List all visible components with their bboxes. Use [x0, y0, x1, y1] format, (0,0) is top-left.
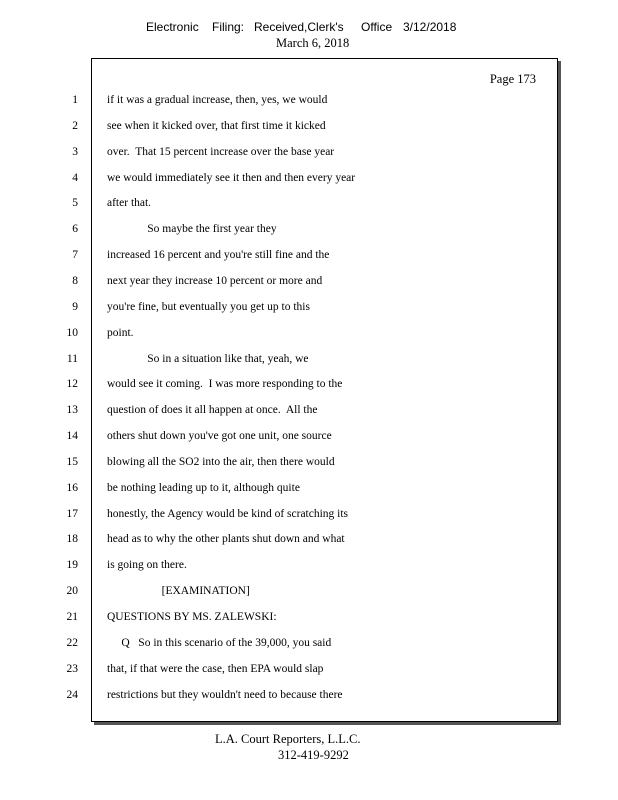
line-number: 6	[72, 223, 78, 235]
stamp-word: Electronic	[146, 20, 199, 34]
line-number: 13	[66, 404, 78, 416]
line-text: see when it kicked over, that first time it kicked	[107, 120, 326, 132]
line-text: you're fine, but eventually you get up to this	[107, 301, 310, 313]
line-number: 5	[72, 197, 78, 209]
line-text: point.	[107, 327, 134, 339]
line-number: 4	[72, 172, 78, 184]
line-text: QUESTIONS BY MS. ZALEWSKI:	[107, 611, 277, 623]
stamp-word: Received,Clerk's	[254, 20, 344, 34]
line-text: be nothing leading up to it, although quite	[107, 482, 300, 494]
stamp-word: Office	[361, 20, 393, 34]
line-number: 22	[66, 637, 78, 649]
line-number: 14	[66, 430, 78, 442]
line-text: that, if that were the case, then EPA would slap	[107, 663, 324, 675]
line-number: 18	[66, 533, 78, 545]
line-text: increased 16 percent and you're still fine and the	[107, 249, 330, 261]
line-text: honestly, the Agency would be kind of scratching its	[107, 508, 349, 520]
line-number: 17	[66, 508, 78, 520]
page-number: Page 173	[489, 72, 536, 86]
line-text: So in a situation like that, yeah, we	[107, 353, 309, 365]
stamp-word: Filing:	[212, 20, 245, 34]
line-number: 20	[66, 585, 78, 597]
line-text: Q So in this scenario of the 39,000, you said	[107, 637, 332, 649]
line-number: 15	[66, 456, 78, 468]
line-number: 16	[66, 482, 78, 494]
line-number: 12	[66, 378, 78, 390]
line-number: 11	[66, 353, 78, 365]
line-text: [EXAMINATION]	[107, 585, 250, 597]
stamp-word: 3/12/2018	[403, 20, 457, 34]
line-text: we would immediately see it then and then every year	[107, 172, 356, 184]
transcript-date: March 6, 2018	[276, 36, 350, 50]
line-number: 23	[66, 663, 78, 675]
court-reporter-name: L.A. Court Reporters, L.L.C.	[215, 732, 361, 746]
line-text: after that.	[107, 197, 152, 209]
line-text: head as to why the other plants shut down and what	[107, 533, 345, 545]
line-text: next year they increase 10 percent or more and	[107, 275, 323, 287]
line-text: So maybe the first year they	[107, 223, 277, 235]
line-text: if it was a gradual increase, then, yes, we would	[107, 94, 328, 106]
court-reporter-phone: 312-419-9292	[278, 748, 349, 762]
line-number: 8	[72, 275, 78, 287]
line-text: blowing all the SO2 into the air, then there would	[107, 456, 335, 468]
line-text: over. That 15 percent increase over the base year	[107, 146, 335, 158]
line-text: is going on there.	[107, 559, 187, 571]
line-number: 10	[66, 327, 78, 339]
line-number: 3	[72, 146, 78, 158]
line-number: 24	[66, 689, 78, 701]
line-number: 1	[72, 94, 78, 106]
line-text: would see it coming. I was more responding to the	[107, 378, 343, 390]
line-number: 21	[66, 611, 78, 623]
line-number: 19	[66, 559, 78, 571]
line-text: others shut down you've got one unit, one source	[107, 430, 332, 442]
line-number: 7	[72, 249, 78, 261]
line-text: question of does it all happen at once. All the	[107, 404, 318, 416]
line-number: 9	[72, 301, 78, 313]
line-text: restrictions but they wouldn't need to because there	[107, 689, 343, 701]
line-number: 2	[72, 120, 78, 132]
